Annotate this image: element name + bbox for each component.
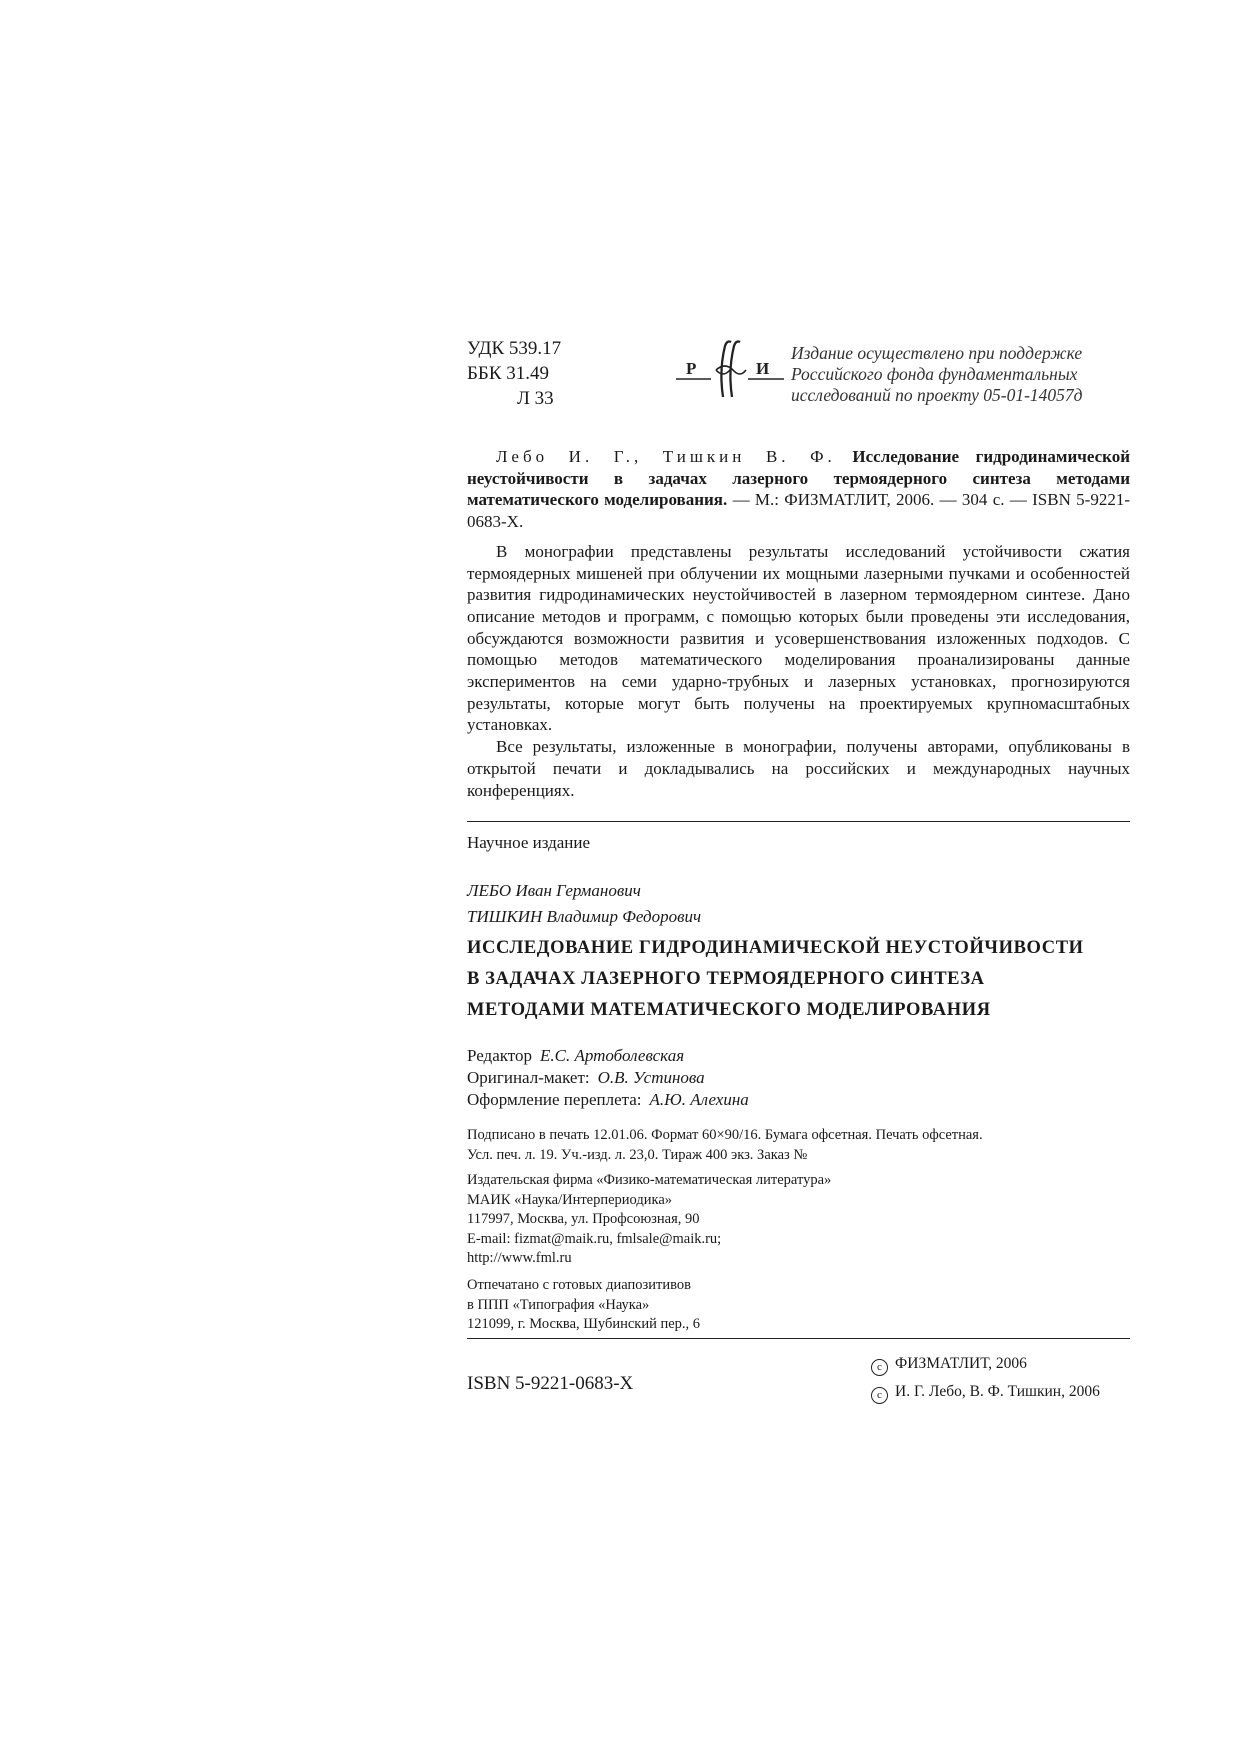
print-info xyxy=(467,1126,983,1165)
biblio-entry xyxy=(467,446,1130,533)
logo-letter-i: И xyxy=(756,359,770,378)
author-mark: Л 33 xyxy=(517,388,554,409)
author-name: ЛЕБО Иван Германович xyxy=(467,881,641,900)
copyright-icon: c xyxy=(871,1387,888,1404)
bibliographic-record xyxy=(467,446,1130,801)
divider xyxy=(467,821,1130,822)
staff-row xyxy=(467,1067,749,1089)
copyright-line xyxy=(871,1378,1100,1406)
title-line: МЕТОДАМИ МАТЕМАТИЧЕСКОГО МОДЕЛИРОВАНИЯ xyxy=(467,1000,991,1020)
author-name: ТИШКИН Владимир Федорович xyxy=(467,907,702,926)
staff-name: Е.С. Артоболевская xyxy=(540,1046,685,1065)
staff-row xyxy=(467,1045,749,1067)
publisher-url: http://www.fml.ru xyxy=(467,1250,572,1266)
rffi-logo xyxy=(676,340,784,398)
staff-role: Оформление переплета: xyxy=(467,1090,642,1109)
title-line: ИССЛЕДОВАНИЕ ГИДРОДИНАМИЧЕСКОЙ НЕУСТОЙЧИВОСТИ xyxy=(467,938,1084,958)
printer-line: 121099, г. Москва, Шубинский пер., 6 xyxy=(467,1316,701,1332)
book-title xyxy=(467,933,1084,1026)
authors-full xyxy=(467,878,701,930)
print-line: Подписано в печать 12.01.06. Формат 60×90/16. Бумага офсетная. Печать офсетная. xyxy=(467,1127,983,1143)
copyright-line xyxy=(871,1350,1100,1378)
support-line: Издание осуществлено при поддержке xyxy=(791,343,1083,363)
print-line: Усл. печ. л. 19. Уч.-изд. л. 23,0. Тираж 400 экз. Заказ № xyxy=(467,1146,808,1163)
biblio-title: Исследование гидродинамической неустойчивости в задачах лазерного термоядерного синтеза методами математического моделирования. xyxy=(467,447,1131,510)
title-line: В ЗАДАЧАХ ЛАЗЕРНОГО ТЕРМОЯДЕРНОГО СИНТЕЗА xyxy=(467,969,985,989)
biblio-authors: Лебо И. Г., Тишкин В. Ф. xyxy=(496,447,836,466)
copyright-holder: ФИЗМАТЛИТ, 2006 xyxy=(895,1355,1027,1372)
classification-codes xyxy=(467,336,561,411)
publisher-line: 117997, Москва, ул. Профсоюзная, 90 xyxy=(467,1211,700,1227)
printer-line: Отпечатано с готовых диапозитивов xyxy=(467,1277,691,1293)
printer-info xyxy=(467,1276,700,1335)
edition-type: Научное издание xyxy=(467,833,591,852)
printer-line: в ППП «Типография «Наука» xyxy=(467,1296,650,1313)
staff-row xyxy=(467,1089,749,1111)
publisher-line: Издательская фирма «Физико-математическая литература» xyxy=(467,1172,832,1188)
staff-role: Редактор xyxy=(467,1046,532,1065)
biblio-imprint: — М.: ФИЗМАТЛИТ, 2006. — 304 с. — ISBN 5-9221-0683-X. xyxy=(467,490,1131,532)
abstract-paragraph: В монографии представлены результаты исследований устойчивости сжатия термоядерных мишеней при облучении их мощными лазерными пучками и особенностей развития гидродинамических неустойчивостей в лазерном термоядерном синтезе. Дано описание методов и программ, с помощью которых были проведены эти исследования, обсуждаются возможности развития и усовершенствования изложенных подходов. С помощью методов математического моделирования проанализированы данные экспериментов на семи ударно-трубных и лазерных установках, прогнозируются результаты, которые могут быть получены на проектируемых крупномасштабных установках. xyxy=(467,541,1130,735)
staff-name: А.Ю. Алехина xyxy=(649,1090,749,1109)
staff-role: Оригинал-макет: xyxy=(467,1068,590,1087)
editorial-staff xyxy=(467,1045,749,1111)
copyright-holder: И. Г. Лебо, В. Ф. Тишкин, 2006 xyxy=(895,1383,1100,1400)
divider xyxy=(467,1338,1130,1339)
bbk-code: ББК 31.49 xyxy=(467,363,549,384)
staff-name: О.В. Устинова xyxy=(597,1068,705,1087)
publisher-info xyxy=(467,1171,831,1269)
logo-letter-r: Р xyxy=(686,359,697,378)
isbn: ISBN 5-9221-0683-X xyxy=(467,1373,634,1394)
copyright-block xyxy=(871,1350,1100,1406)
support-line: исследований по проекту 05-01-14057д xyxy=(791,385,1083,405)
publisher-line: МАИК «Наука/Интерпериодика» xyxy=(467,1191,673,1208)
support-line: Российского фонда фундаментальных xyxy=(791,364,1078,384)
support-note xyxy=(791,343,1131,406)
copyright-icon: c xyxy=(871,1359,888,1376)
udk-code: УДК 539.17 xyxy=(467,338,562,359)
publisher-email: E-mail: fizmat@maik.ru, fmlsale@maik.ru; xyxy=(467,1230,722,1247)
abstract-paragraph: Все результаты, изложенные в монографии, получены авторами, опубликованы в открытой печати и докладывались на российских и международных научных конференциях. xyxy=(467,737,1130,800)
